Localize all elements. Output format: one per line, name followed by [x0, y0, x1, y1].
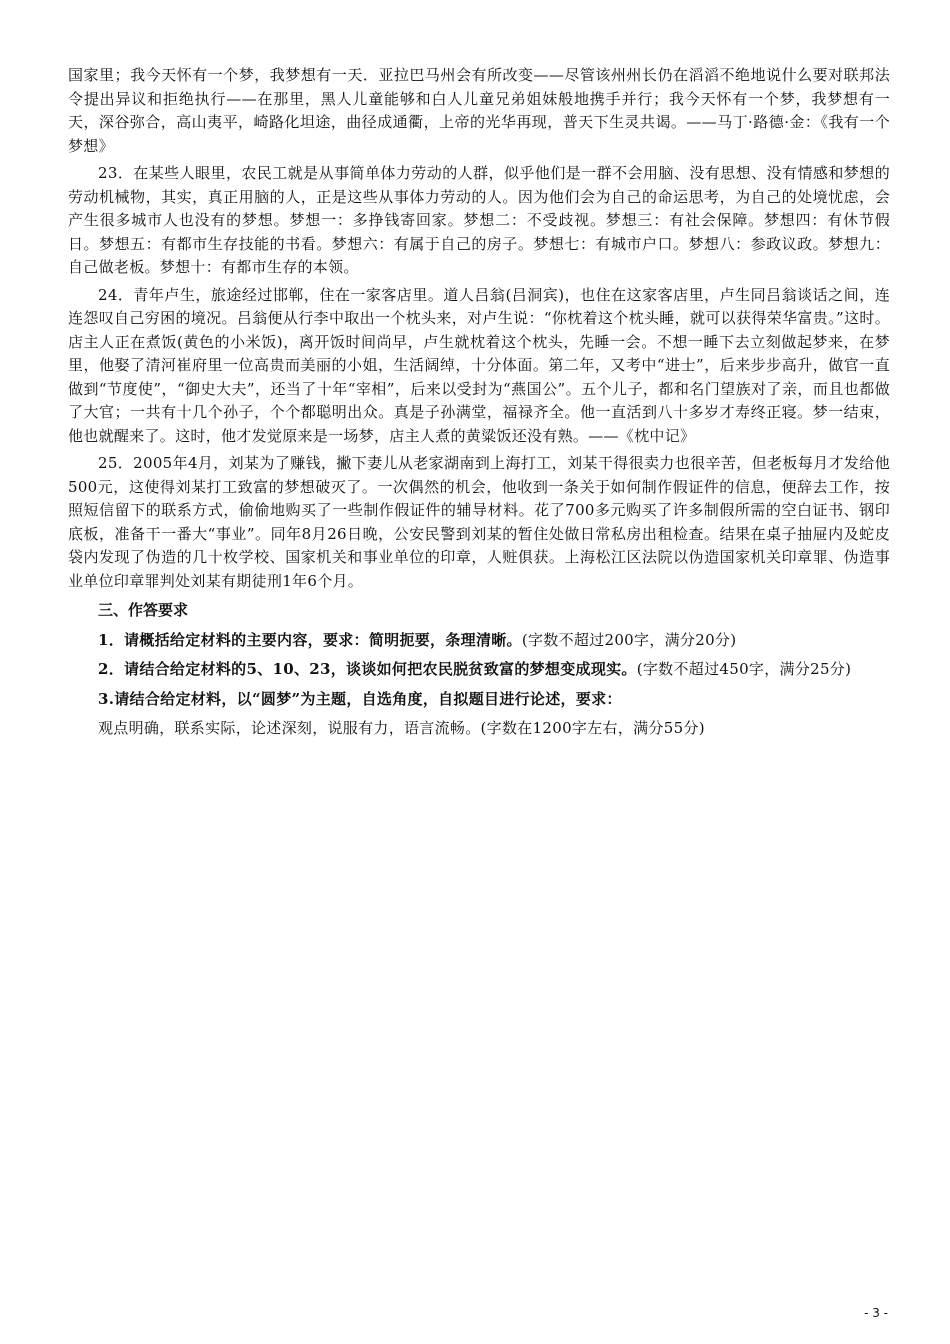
- question-2-note: (字数不超过450字，满分25分): [636, 660, 852, 678]
- question-1: [68, 629, 890, 653]
- paragraph-material-23: 23．在某些人眼里，农民工就是从事简单体力劳动的人群，似乎他们是一群不会用脑、没有思想、没有情感和梦想的劳动机械物，其实，真正用脑的人，正是这些从事体力劳动的人。因为他们会为自己的命运思考，为自己的处境忧虑，会产生很多城市人也没有的梦想。梦想一：多挣钱寄回家。梦想二：不受歧视。梦想三：有社会保障。梦想四：有休节假日。梦想五：有都市生存技能的书看。梦想六：有属于自己的房子。梦想七：有城市户口。梦想八：参政议政。梦想九：自己做老板。梦想十：有都市生存的本领。: [68, 164, 890, 276]
- page-number: - 3 -: [864, 1306, 888, 1320]
- paragraph-dream-speech: 国家里；我今天怀有一个梦，我梦想有一天．亚拉巴马州会有所改变——尽管该州州长仍在滔滔不绝地说什么要对联邦法令提出异议和拒绝执行——在那里，黑人儿童能够和白人儿童兄弟姐妹般地携手并行；我今天怀有一个梦，我梦想有一天，深谷弥合，高山夷平，崎路化坦途，曲径成通衢，上帝的光华再现，普天下生灵共谒。——马丁·路德·金：《我有一个梦想》: [68, 66, 890, 155]
- document-page: [68, 64, 890, 747]
- question-3: [68, 688, 890, 712]
- question-3-prompt: 3.请结合给定材料，以“圆梦”为主题，自选角度，自拟题目进行论述，要求：: [98, 689, 622, 708]
- question-2: [68, 658, 890, 682]
- question-1-prompt: 1．请概括给定材料的主要内容，要求：简明扼要，条理清晰。: [98, 630, 522, 649]
- section-title-answer-requirements: 三、作答要求: [98, 601, 189, 619]
- paragraph-material-25: 25．2005年4月，刘某为了赚钱，撇下妻儿从老家湖南到上海打工，刘某干得很卖力也很辛苦，但老板每月才发给他500元，这使得刘某打工致富的梦想破灭了。一次偶然的机会，他收到一条关于如何制作假证件的信息，便辞去工作，按照短信留下的联系方式，偷偷地购买了一些制作假证件的辅导材料。花了700多元购买了许多制假所需的空白证书、钢印底板，准备干一番大“事业”。同年8月26日晚，公安民警到刘某的暂住处做日常私房出租检查。结果在桌子抽屉内及蛇皮袋内发现了伪造的几十枚学校、国家机关和事业单位的印章，人赃俱获。上海松江区法院以伪造国家机关印章罪、伪造事业单位印章罪判处刘某有期徒刑1年6个月。: [68, 454, 890, 590]
- question-1-note: (字数不超过200字，满分20分): [521, 630, 737, 649]
- question-3-req-text: 观点明确，联系实际，论述深刻，说服有力，语言流畅。(字数在1200字左右，满分55分): [98, 719, 705, 737]
- paragraph-material-24: 24．青年卢生，旅途经过邯郸，住在一家客店里。道人吕翁(吕洞宾)，也住在这家客店里，卢生同吕翁谈话之间，连连怨叹自己穷困的境况。吕翁便从行李中取出一个枕头来，对卢生说：“你枕着这个枕头睡，就可以获得荣华富贵。”这时。店主人正在煮饭(黄色的小米饭)，离开饭时间尚早，卢生就枕着这个枕头，先睡一会。不想一睡下去立刻做起梦来，在梦里，他娶了清河崔府里一位高贵而美丽的小姐，生活阔绰，十分体面。第二年，又考中“进士”，后来步步高升，做官一直做到“节度使”，“御史大夫”，还当了十年“宰相”，后来以受封为“燕国公”。五个儿子，都和名门望族对了亲，而且也都做了大官；一共有十几个孙子，个个都聪明出众。真是子孙满堂，福禄齐全。他一直活到八十多岁才寿终正寝。梦一结束，他也就醒来了。这时，他才发觉原来是一场梦，店主人煮的黄粱饭还没有熟。——《枕中记》: [68, 285, 890, 445]
- question-2-prompt: 2．请结合给定材料的5、10、23，谈谈如何把农民脱贫致富的梦想变成现实。: [98, 660, 637, 678]
- question-3-requirements: [68, 717, 890, 741]
